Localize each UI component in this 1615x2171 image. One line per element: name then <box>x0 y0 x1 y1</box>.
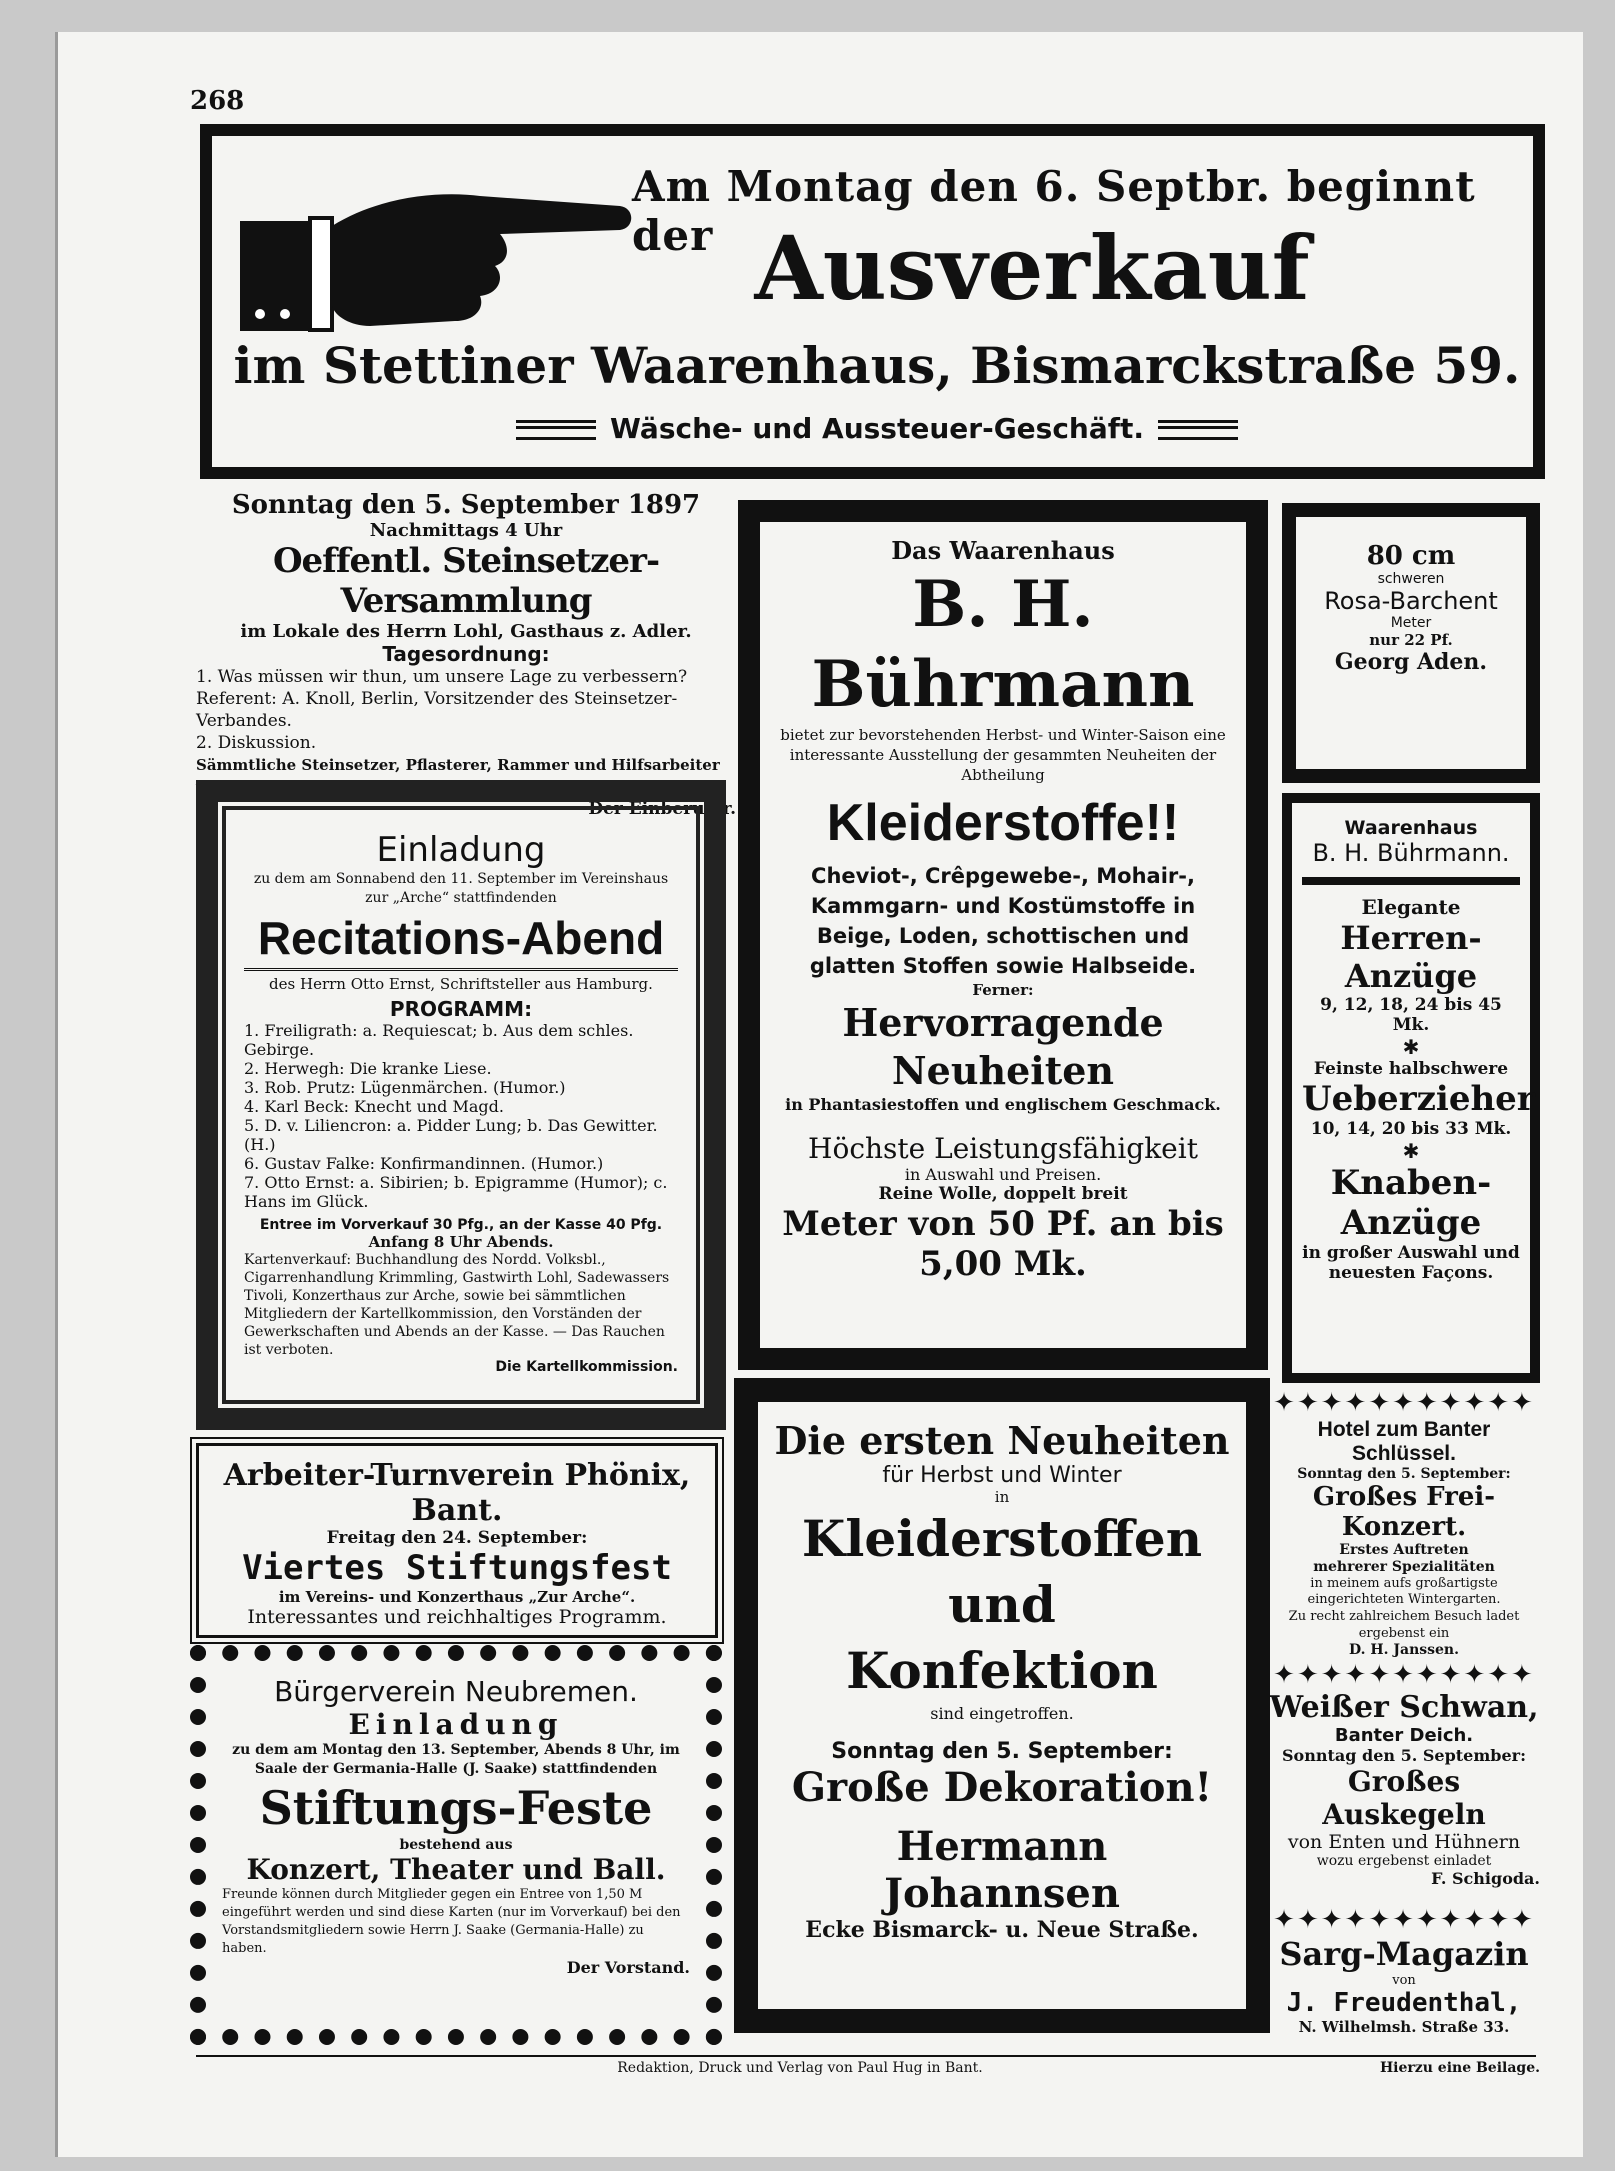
bm-headline: Kleiderstoffe!! <box>826 794 1180 852</box>
sw-place: Banter Deich. <box>1334 1725 1474 1746</box>
st-item1: 1. Was müssen wir thun, um unsere Lage zu verbessern? Referent: A. Knoll, Berlin, Vorsitzender des Steinsetzer-Verbandes. <box>196 667 688 731</box>
jo-addr: Ecke Bismarck- u. Neue Straße. <box>805 1917 1199 1943</box>
ad-line1: Am Montag den 6. Septbr. beginnt der <box>632 162 1476 260</box>
bv-title: Bürgerverein Neubremen. <box>274 1675 638 1708</box>
ho-t1: Erstes Auftreten <box>1339 1542 1469 1558</box>
sw-name: Weißer Schwan, <box>1269 1690 1539 1725</box>
sa-head: Sarg-Magazin <box>1279 1935 1529 1973</box>
sw-inv: wozu ergebenst einladet <box>1316 1853 1492 1869</box>
tv-note: Interessantes und reichhaltiges Programm. <box>247 1606 667 1628</box>
ei-prog-item: 7. Otto Ernst: a. Sibirien; b. Epigramme (Humor); c. Hans im Glück. <box>244 1173 668 1211</box>
ei-prog-item: 6. Gustav Falke: Konfirmandinnen. (Humor.) <box>244 1154 604 1173</box>
sw-date: Sonntag den 5. September: <box>1282 1746 1526 1765</box>
br-eleg: Elegante <box>1361 895 1461 919</box>
sa-name: J. Freudenthal, <box>1286 1988 1522 2018</box>
st-title: Oeffentl. Steinsetzer-Versammlung <box>272 541 660 621</box>
ho-t4: Zu recht zahlreichem Besuch ladet ergebenst ein <box>1288 1609 1520 1641</box>
ba-name: Georg Aden. <box>1334 649 1488 675</box>
star-icon: ✱ <box>1402 1139 1420 1163</box>
ausverkauf-ad <box>200 124 1545 479</box>
st-venue: im Lokale des Herrn Lohl, Gasthaus z. Adler. <box>240 621 692 642</box>
ba-schwer: schweren <box>1377 571 1445 587</box>
sw-head: Großes Auskegeln <box>1322 1765 1486 1831</box>
bm-line1: Das Waarenhaus <box>891 536 1115 565</box>
jo-date: Sonntag den 5. September: <box>831 1739 1173 1764</box>
ho-sign: D. H. Janssen. <box>1349 1642 1459 1658</box>
bv-sign: Der Vorstand. <box>566 1958 690 1977</box>
bm-ferner: Ferner: <box>972 981 1034 999</box>
sw-sub: von Enten und Hühnern <box>1287 1831 1521 1853</box>
ei-prog-item: 2. Herwegh: Die kranke Liese. <box>244 1059 492 1078</box>
bm-leist-sub: in Auswahl und Preisen. <box>904 1165 1102 1184</box>
bv-program: Konzert, Theater und Ball. <box>246 1853 666 1886</box>
tv-title: Arbeiter-Turnverein Phönix, Bant. <box>223 1458 691 1528</box>
ornament-row: ✦✦✦✦✦✦✦✦✦✦✦ <box>1273 1388 1535 1418</box>
turnverein-ad <box>196 1443 718 1638</box>
st-date: Sonntag den 5. September 1897 <box>231 490 701 520</box>
br-head1: Waarenhaus <box>1344 817 1478 839</box>
sa-addr: N. Wilhelmsh. Straße 33. <box>1298 2018 1510 2036</box>
ei-prog-item: 4. Karl Beck: Knecht und Magd. <box>244 1097 504 1116</box>
johannsen-ad <box>734 1378 1270 2033</box>
br-a3: Knaben-Anzüge <box>1330 1163 1492 1243</box>
bv-intro: zu dem am Montag den 13. September, Abends 8 Uhr, im Saale der Germania-Halle (J. Saake) stattfindenden <box>232 1742 680 1777</box>
bm-leist: Höchste Leistungsfähigkeit <box>808 1132 1198 1165</box>
ho-t2: mehrerer Spezialitäten <box>1313 1559 1495 1575</box>
ad-line4-text: Wäsche- und Aussteuer-Geschäft. <box>610 412 1144 445</box>
schwan-ad <box>1268 1660 1540 1910</box>
ba-price: nur 22 Pf. <box>1369 631 1453 649</box>
jo-line1: Die ersten Neuheiten <box>774 1418 1230 1463</box>
ei-prog-item: 1. Freiligrath: a. Requiescat; b. Aus dem schles. Gebirge. <box>244 1021 634 1059</box>
ei-prog-item: 5. D. v. Liliencron: a. Pidder Lung; b. Das Gewitter. (H.) <box>244 1116 658 1154</box>
bm-wolle: Reine Wolle, doppelt breit <box>878 1184 1128 1204</box>
ei-prog-item: 3. Rob. Prutz: Lügenmärchen. (Humor.) <box>244 1078 566 1097</box>
ornament-row: ✦✦✦✦✦✦✦✦✦✦✦ <box>1273 1905 1535 1935</box>
br-a1: Herren-Anzüge <box>1340 919 1482 995</box>
bv-note: Freunde können durch Mitglieder gegen ein Entree von 1,50 M eingeführt werden und sind diese Karten (nur im Vorverkauf) bei den Vorstandsmitgliedern sowie Herrn J. Saake (Germania-Halle) zu haben. <box>222 1887 681 1956</box>
ho-date: Sonntag den 5. September: <box>1297 1466 1511 1482</box>
bm-fabrics: Cheviot-, Crêpgewebe-, Mohair-, Kammgarn- und Kostümstoffe in Beige, Loden, schottischen und glatten Stoffen sowie Halbseide. <box>809 864 1197 978</box>
br-fein: Feinste halbschwere <box>1313 1059 1509 1079</box>
steinsetzer-ad <box>196 490 736 819</box>
ei-intro: zu dem am Sonnabend den 11. September im Vereinshaus zur „Arche“ stattfindenden <box>253 871 669 906</box>
st-item2: 2. Diskussion. <box>196 733 317 753</box>
ad-line3: im Stettiner Waarenhaus, Bismarckstraße 59. <box>233 336 1521 395</box>
footer-right: Hierzu eine Beilage. <box>1379 2060 1540 2076</box>
tv-venue: im Vereins- und Konzerthaus „Zur Arche“. <box>278 1588 636 1606</box>
br-a2: Ueberzieher <box>1302 1079 1535 1119</box>
st-note: Sämmtliche Steinsetzer, Pflasterer, Rammer und Hilfsarbeiter werden ersucht, zahlreich zu erscheinen. <box>196 756 720 796</box>
st-time: Nachmittags 4 Uhr <box>369 520 563 541</box>
ho-t3: in meinem aufs großartigste eingerichteten Wintergarten. <box>1307 1576 1501 1607</box>
star-icon: ✱ <box>1402 1035 1420 1059</box>
bm-name: B. H. Bührmann <box>811 567 1195 722</box>
bv-sub: Einladung <box>348 1708 564 1741</box>
jo-headline1: Kleiderstoffen und <box>801 1509 1203 1634</box>
bm-price: Meter von 50 Pf. an bis 5,00 Mk. <box>782 1204 1224 1284</box>
einladung-ad <box>196 780 726 1430</box>
ei-headline: Recitations-Abend <box>244 908 678 971</box>
br-p3: in großer Auswahl und neuesten Façons. <box>1302 1243 1520 1283</box>
footer-left: Redaktion, Druck und Verlag von Paul Hug in Bant. <box>617 2060 983 2076</box>
hotel-ad <box>1268 1388 1540 1658</box>
barchent-ad <box>1282 503 1540 783</box>
page-number: 268 <box>190 86 245 116</box>
ornament-row: ✦✦✦✦✦✦✦✦✦✦✦ <box>1273 1660 1535 1690</box>
br-head2: B. H. Bührmann. <box>1302 839 1520 885</box>
pointing-hand-icon <box>240 166 640 336</box>
sw-sign: F. Schigoda. <box>1431 1869 1540 1888</box>
bm-text: bietet zur bevorstehenden Herbst- und Winter-Saison eine interessante Ausstellung der gesammten Neuheiten der Abtheilung <box>780 726 1226 784</box>
jo-line2: für Herbst und Winter <box>882 1463 1122 1488</box>
buehrmann-right-ad <box>1282 793 1540 1383</box>
footer-rule <box>196 2055 1536 2057</box>
ba-item: Rosa-Barchent <box>1324 587 1498 615</box>
ei-by: des Herrn Otto Ernst, Schriftsteller aus Hamburg. <box>269 975 653 993</box>
bv-headline: Stiftungs-Feste <box>259 1781 653 1835</box>
tv-date: Freitag den 24. September: <box>326 1528 588 1548</box>
ad-headline: Ausverkauf <box>754 216 1310 320</box>
jo-headline2: Konfektion <box>846 1641 1158 1700</box>
ei-program-list <box>244 1021 678 1211</box>
sa-von: von <box>1392 1973 1416 1988</box>
tv-headline: Viertes Stiftungsfest <box>242 1548 672 1588</box>
ho-head: Großes Frei-Konzert. <box>1312 1482 1496 1542</box>
buergerverein-ad <box>190 1645 722 2045</box>
ei-start: Anfang 8 Uhr Abends. <box>368 1233 554 1251</box>
ei-title: Einladung <box>376 830 546 870</box>
ho-name: Hotel zum Banter Schlüssel. <box>1317 1418 1491 1465</box>
ba-size: 80 cm <box>1366 541 1456 571</box>
ei-sale: Kartenverkauf: Buchhandlung des Nordd. Volksbl., Cigarrenhandlung Krimmling, Gastwirth Lohl, Sadewassers Tivoli, Konzerthaus zur Arche, sowie bei sämmtlichen Mitgliedern der Kartellkommission, den Vorständen der Gewerkschaften und Abends an der Kasse. — Das Rauchen ist verboten. <box>244 1252 670 1358</box>
ei-sign: Die Kartellkommission. <box>495 1359 678 1375</box>
br-p2: 10, 14, 20 bis 33 Mk. <box>1310 1119 1512 1139</box>
ba-meter: Meter <box>1390 615 1432 631</box>
bm-neu-sub: in Phantasiestoffen und englischem Geschmack. <box>785 1095 1221 1114</box>
st-sign: Der Einberufer. <box>588 799 736 819</box>
sarg-ad <box>1268 1905 1540 2045</box>
ei-prog-head: PROGRAMM: <box>389 997 533 1021</box>
ad-line4 <box>222 412 1532 445</box>
bm-neu: Hervorragende Neuheiten <box>842 1000 1164 1093</box>
jo-name: Hermann Johannsen <box>884 1823 1120 1917</box>
br-p1: 9, 12, 18, 24 bis 45 Mk. <box>1320 995 1502 1035</box>
jo-deko: Große Dekoration! <box>791 1764 1213 1811</box>
bv-consisting: bestehend aus <box>399 1837 513 1853</box>
ei-entree: Entree im Vorverkauf 30 Pfg., an der Kasse 40 Pfg. <box>259 1217 663 1233</box>
jo-line3: in <box>994 1488 1010 1506</box>
buehrmann-main-ad <box>738 500 1268 1370</box>
st-agenda: Tagesordnung: <box>382 642 550 666</box>
jo-arrived: sind eingetroffen. <box>930 1704 1074 1723</box>
